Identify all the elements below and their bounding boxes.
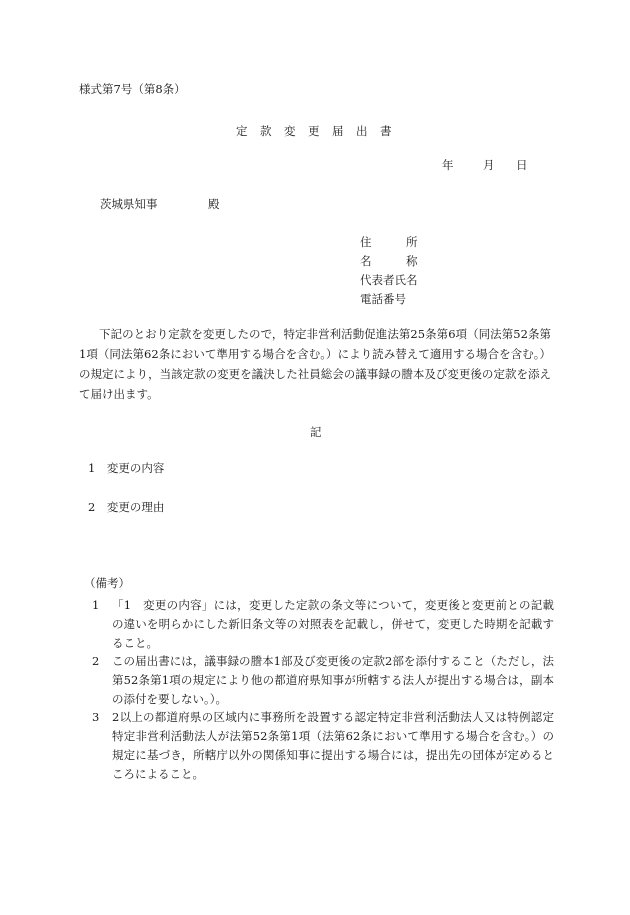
ki-heading: 記 xyxy=(310,425,322,439)
note-text: 「1 変更の内容」には，変更した定款の条文等について，変更後と変更前との記載の違いを明らかにした新旧条文等の対照表を記載し，併せて，変更した時期を記載すること。 xyxy=(112,598,554,650)
notes-heading: （備考） xyxy=(84,576,130,590)
addressee: 茨城県知事 xyxy=(100,197,158,211)
date-day: 日 xyxy=(516,158,528,172)
page-title: 定款変更届出書 xyxy=(236,124,404,138)
note-number: 2 xyxy=(92,654,100,668)
note-text: この届出書には，議事録の謄本1部及び変更後の定款2部を添付すること（ただし，法第52条第1項の規定により他の都道府県知事が所轄する法人が提出する場合は，副本の添付を要しない。）。 xyxy=(112,654,554,706)
note-number: 1 xyxy=(92,598,100,612)
body-paragraph: 下記のとおり定款を変更したので，特定非営利活動促進法第25条第6項（同法第52条第1項（同法第62条において準用する場合を含む。）により読み替えて適用する場合を含む。）の規定により，当該定款の変更を議決した社員総会の議事録の謄本及び変更後の定款を添えて届け出ます。 xyxy=(79,327,551,401)
field-label-phone: 電話番号 xyxy=(360,292,406,306)
note-text: 2以上の都道府県の区域内に事務所を設置する認定特定非営利活動法人又は特例認定特定非営利活動法人が法第52条第1項（法第62条において準用する場合を含む。）の規定に基づき，所轄庁以外の関係知事に提出する場合には，提出先の団体が定めるところによること。 xyxy=(112,710,554,781)
note-item xyxy=(92,596,554,653)
field-label-representative: 代表者氏名 xyxy=(360,273,418,287)
note-number: 3 xyxy=(92,710,100,724)
note-item xyxy=(92,708,554,784)
date-month: 月 xyxy=(483,158,495,172)
addressee-suffix: 殿 xyxy=(208,197,220,211)
form-label: 様式第7号（第8条） xyxy=(79,82,186,96)
field-label-address: 住 所 xyxy=(360,235,418,249)
date-year: 年 xyxy=(442,158,454,172)
item-number: 1 xyxy=(88,461,96,475)
item-label: 変更の内容 xyxy=(106,461,165,475)
item-label: 変更の理由 xyxy=(106,500,165,514)
item-change-reason xyxy=(88,502,164,514)
item-number: 2 xyxy=(88,500,96,514)
note-item xyxy=(92,652,554,709)
item-change-content xyxy=(88,463,164,475)
field-label-name: 名 称 xyxy=(360,254,418,268)
